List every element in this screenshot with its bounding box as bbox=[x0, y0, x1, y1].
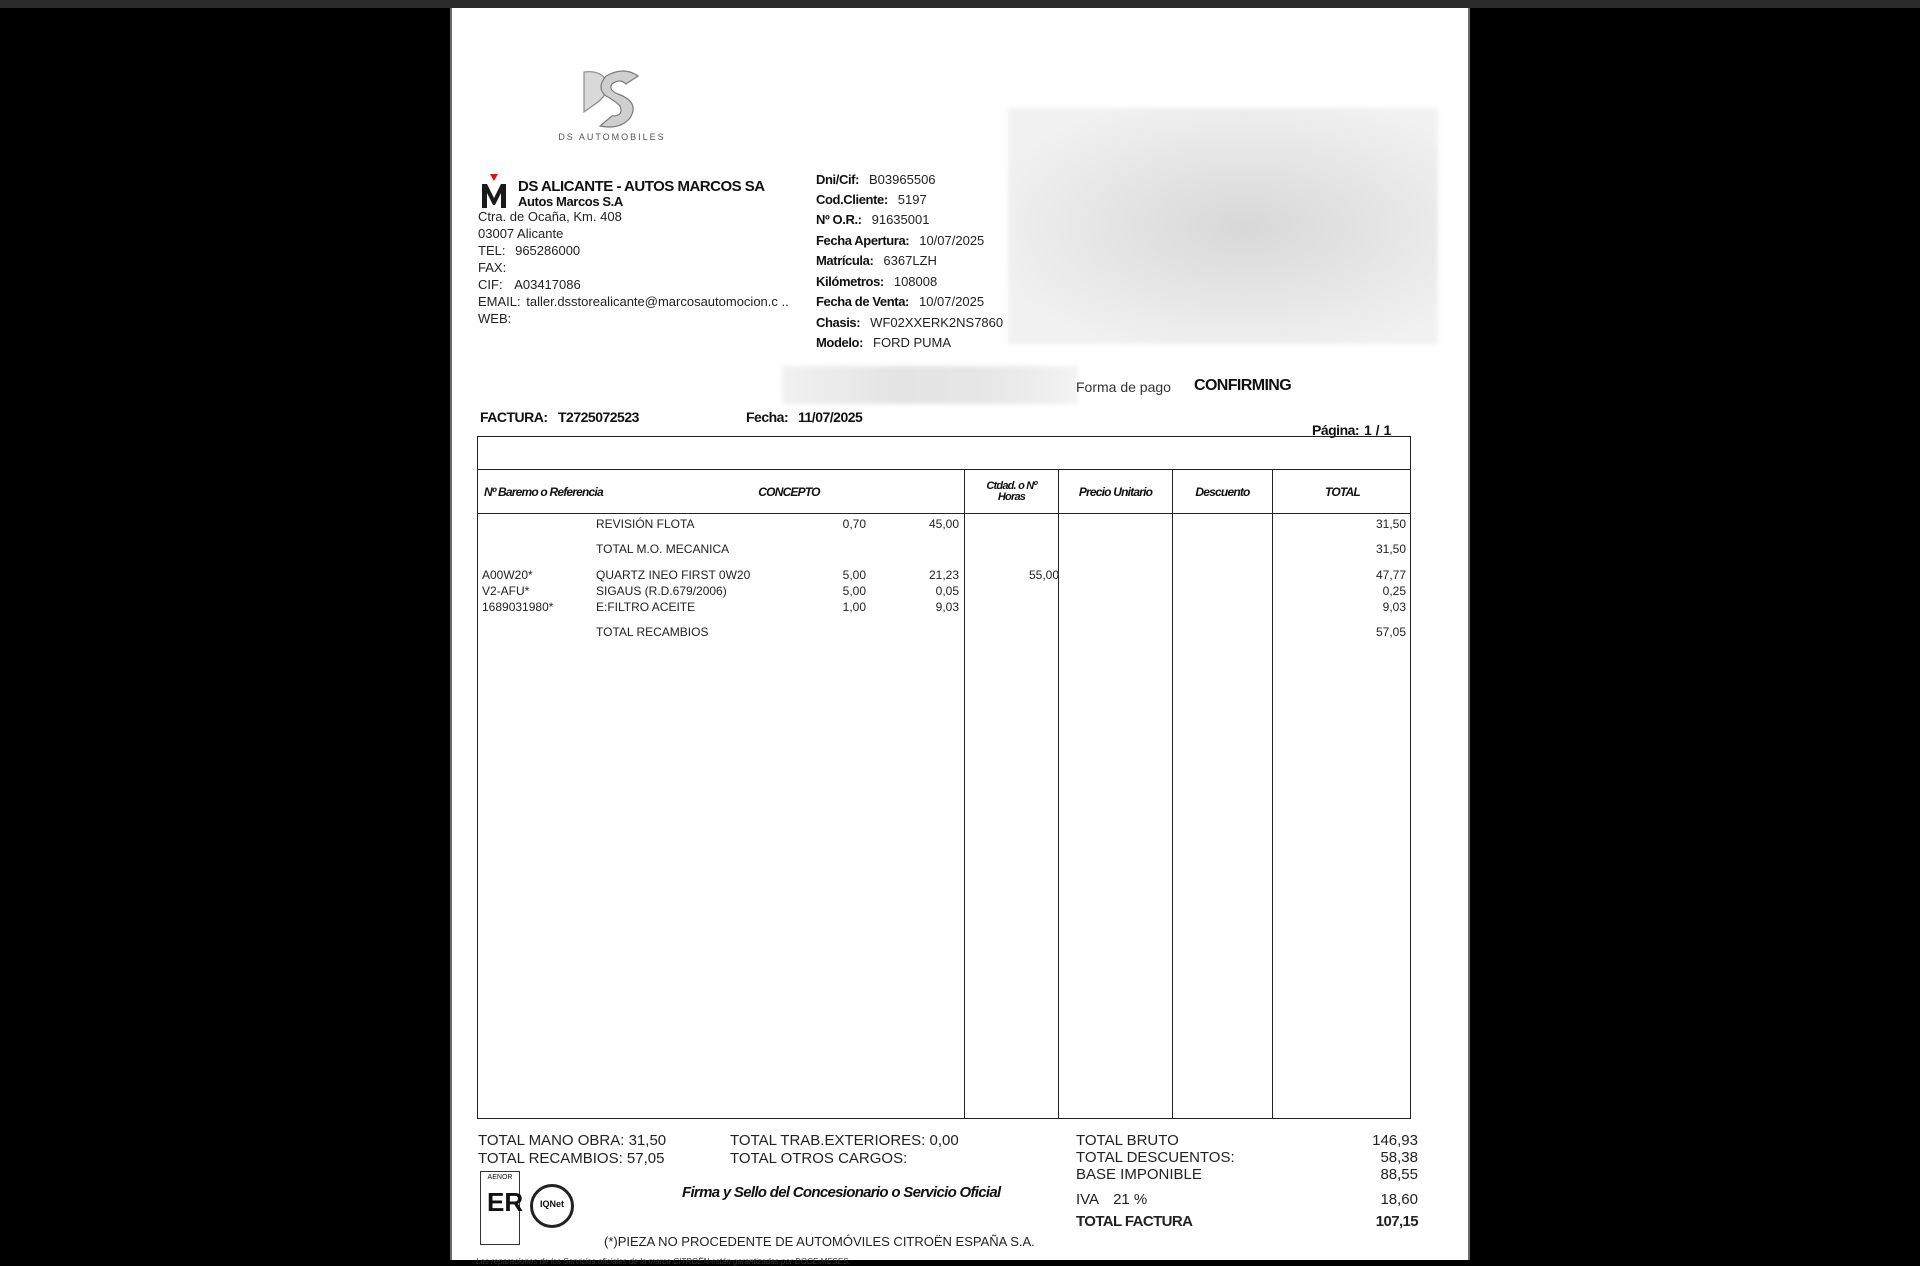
total-mano-obra: TOTAL MANO OBRA: 31,50 bbox=[478, 1132, 667, 1149]
payment-value: CONFIRMING bbox=[1194, 377, 1292, 394]
dealer-cif-value: A03417086 bbox=[514, 277, 581, 292]
header-total: TOTAL bbox=[1325, 485, 1360, 499]
iva-value: 18,60 bbox=[1380, 1191, 1418, 1208]
table-row: TOTAL M.O. MECANICA 31,50 bbox=[596, 542, 1406, 556]
total-bruto-label: TOTAL BRUTO bbox=[1076, 1132, 1179, 1149]
ds-logo-icon bbox=[554, 58, 670, 158]
info-row-cod-cliente: Cod.Cliente: 5197 bbox=[816, 192, 927, 207]
dealer-name: DS ALICANTE - AUTOS MARCOS SA bbox=[518, 178, 765, 195]
col-divider-price bbox=[1058, 469, 1059, 1118]
aenor-certification-icon: AENOR ER bbox=[480, 1171, 520, 1245]
dealer-subname: Autos Marcos S.A bbox=[518, 194, 623, 209]
info-row-or: Nº O.R.: 91635001 bbox=[816, 212, 930, 227]
total-descuentos-label: TOTAL DESCUENTOS: bbox=[1076, 1149, 1235, 1166]
header-ref: Nº Baremo o Referencia bbox=[484, 485, 603, 499]
invoice-page bbox=[450, 8, 1470, 1266]
dealer-tel-label: TEL: bbox=[478, 243, 506, 258]
info-row-kilometros: Kilómetros: 108008 bbox=[816, 274, 938, 289]
iva-label: IVA 21 % bbox=[1076, 1191, 1148, 1208]
total-factura-value: 107,15 bbox=[1375, 1213, 1418, 1230]
invoice-number: T2725072523 bbox=[558, 409, 639, 425]
total-bruto-value: 146,93 bbox=[1372, 1132, 1418, 1149]
header-discount: Descuento bbox=[1195, 485, 1250, 499]
page-label: Página: bbox=[1312, 422, 1360, 438]
dealer-email-value: taller.dsstorealicante@marcosautomocion.c .. bbox=[526, 294, 789, 309]
iqnet-certification-icon: IQNet bbox=[530, 1184, 574, 1228]
viewer-top-bar bbox=[0, 0, 1920, 8]
total-trab-exteriores: TOTAL TRAB.EXTERIORES: 0,00 bbox=[730, 1132, 959, 1149]
dealer-logo-icon bbox=[480, 174, 508, 210]
info-row-dni: Dni/Cif: B03965506 bbox=[816, 172, 936, 187]
invoice-label: FACTURA: bbox=[480, 409, 548, 425]
info-row-matricula: Matrícula: 6367LZH bbox=[816, 253, 937, 268]
table-rule-top bbox=[478, 469, 1410, 470]
dealer-email-label: EMAIL: bbox=[478, 294, 521, 309]
dealer-fax-label: FAX: bbox=[478, 260, 507, 275]
total-factura-label: TOTAL FACTURA bbox=[1076, 1213, 1193, 1230]
base-imponible-label: BASE IMPONIBLE bbox=[1076, 1166, 1202, 1183]
total-otros-cargos: TOTAL OTROS CARGOS: bbox=[730, 1150, 908, 1167]
col-divider-discount bbox=[1172, 469, 1173, 1118]
dealer-web-label: WEB: bbox=[478, 311, 512, 326]
invoice-date: 11/07/2025 bbox=[798, 409, 863, 425]
info-row-chasis: Chasis: WF02XXERK2NS7860 bbox=[816, 315, 1004, 330]
dealer-email bbox=[478, 294, 789, 309]
table-row: TOTAL RECAMBIOS 57,05 bbox=[596, 625, 1406, 639]
redacted-strip bbox=[782, 366, 1078, 404]
col-divider-qty bbox=[964, 469, 965, 1118]
table-row: A00W20* QUARTZ INEO FIRST 0W20 5,00 21,23 55,00 47,77 bbox=[482, 568, 1406, 582]
brand-name: DS AUTOMOBILES bbox=[558, 132, 666, 142]
dealer-address: Ctra. de Ocaña, Km. 408 bbox=[478, 209, 622, 224]
table-row: REVISIÓN FLOTA 0,70 45,00 31,50 bbox=[596, 517, 1406, 531]
table-row: 1689031980* E:FILTRO ACEITE 1,00 9,03 9,03 bbox=[482, 600, 1406, 614]
page-number: 1 / 1 bbox=[1364, 422, 1392, 438]
table-rule-header bbox=[478, 513, 1410, 514]
col-divider-total bbox=[1272, 469, 1273, 1118]
info-row-fecha-venta: Fecha de Venta: 10/07/2025 bbox=[816, 294, 985, 309]
total-descuentos-value: 58,38 bbox=[1380, 1149, 1418, 1166]
svg-text:ER: ER bbox=[487, 1187, 524, 1217]
info-row-fecha-apertura: Fecha Apertura: 10/07/2025 bbox=[816, 233, 985, 248]
dealer-cif-label: CIF: bbox=[478, 277, 503, 292]
base-imponible-value: 88,55 bbox=[1380, 1166, 1418, 1183]
dealer-city: 03007 Alicante bbox=[478, 226, 564, 241]
table-row: V2-AFU* SIGAUS (R.D.679/2006) 5,00 0,05 0,25 bbox=[482, 584, 1406, 598]
warranty-notice: Las reparaciones de los Servicios oficiales de la marca CITROËN están garantizadas por DOCE MESES. bbox=[476, 1257, 851, 1266]
dealer-tel-value: 965286000 bbox=[515, 243, 581, 258]
parts-notice: (*)PIEZA NO PROCEDENTE DE AUTOMÓVILES CITROËN ESPAÑA S.A. bbox=[604, 1234, 1035, 1249]
payment-label: Forma de pago bbox=[1076, 379, 1171, 395]
info-row-modelo: Modelo: FORD PUMA bbox=[816, 335, 952, 350]
header-price: Precio Unitario bbox=[1078, 485, 1153, 499]
invoice-date-label: Fecha: bbox=[746, 409, 789, 425]
redacted-customer-block bbox=[1008, 108, 1438, 344]
total-recambios: TOTAL RECAMBIOS: 57,05 bbox=[478, 1150, 665, 1167]
header-qty: Ctdad. o Nº Horas bbox=[986, 480, 1037, 503]
items-table bbox=[477, 436, 1411, 1119]
signature-label: Firma y Sello del Concesionario o Servicio Oficial bbox=[682, 1184, 1001, 1201]
header-concept: CONCEPTO bbox=[758, 485, 820, 499]
dealer-tel bbox=[478, 243, 580, 258]
dealer-cif bbox=[478, 277, 581, 292]
